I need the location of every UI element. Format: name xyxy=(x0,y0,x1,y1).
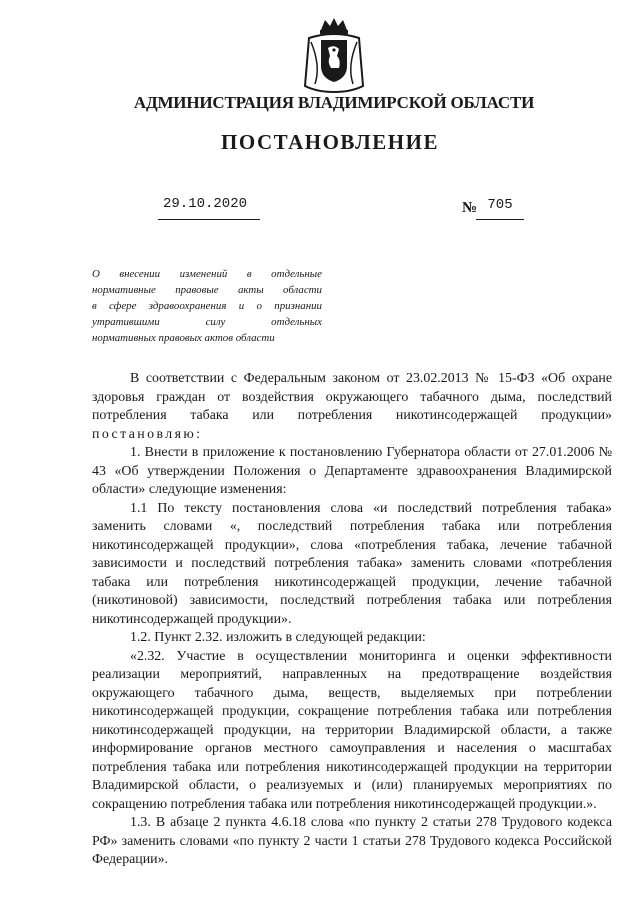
preamble-text: В соответствии с Федеральным законом от 23.02.2013 № 15-ФЗ «Об охране здоровья граждан от воздействия окружающего табачного дыма, последствий потребления табака или потребления никотинсодержащей продукции» xyxy=(92,371,612,423)
document-date: 29.10.2020 xyxy=(163,196,248,212)
coat-of-arms-icon xyxy=(301,16,367,94)
document-body xyxy=(92,370,612,870)
date-underline xyxy=(158,219,260,220)
document-subject xyxy=(92,266,322,346)
body-paragraph: 1.2. Пункт 2.32. изложить в следующей редакции: xyxy=(130,630,426,645)
body-paragraph: 1. Внести в приложение к постановлению Губернатора области от 27.01.2006 № 43 «Об утверждении Положения о Департаменте здравоохранения Владимирской области» следующие изменения: xyxy=(92,445,612,497)
subject-line: нормативные правовые акты области xyxy=(92,284,322,296)
organization-name: АДМИНИСТРАЦИЯ ВЛАДИМИРСКОЙ ОБЛАСТИ xyxy=(133,93,535,112)
subject-line: утратившими силу отдельных xyxy=(92,316,322,328)
document-type: ПОСТАНОВЛЕНИЕ xyxy=(221,130,439,154)
document-number: 705 xyxy=(487,197,513,213)
number-underline xyxy=(476,219,524,220)
number-sign: № xyxy=(462,200,478,216)
subject-line: в сфере здравоохранения и о признании xyxy=(92,300,322,312)
subject-line: нормативных правовых актов области xyxy=(92,332,275,344)
body-paragraph: «2.32. Участие в осуществлении мониторинга и оценки эффективности реализации мероприятий, направленных на предотвращение воздействия окружающего табачного дыма, веществ, выделяемых при потреблении никотинсодержащей продукции, сокращение потребления табака или потребления никотинсодержащей продукции, на территории Владимирской области, а также информирование органов местного самоуправления и населения о масштабах потребления табака или потребления никотинсодержащей продукции на территории Владимирской области, о реализуемых и (или) планируемых мероприятиях по сокращению потребления табака или потребления никотинсодержащей продукции.». xyxy=(92,648,612,812)
preamble-paragraph xyxy=(92,370,612,444)
subject-line: О внесении изменений в отдельные xyxy=(92,268,322,280)
body-paragraph: 1.1 По тексту постановления слова «и последствий потребления табака» заменить словами «, последствий потребления табака или потребления никотинсодержащей продукции», слова «потребления табака, лечение табачной зависимости и последствий потребления табака» заменить словами «потребления табака или потребления никотинсодержащей продукции, лечение табачной (никотиновой) зависимости, последствий потребления табака или потребления никотинсодержащей продукции». xyxy=(92,500,612,627)
preamble-verb: постановляю: xyxy=(92,426,203,442)
body-paragraph: 1.3. В абзаце 2 пункта 4.6.18 слова «по пункту 2 статьи 278 Трудового кодекса РФ» заменить словами «по пункту 2 части 1 статьи 278 Трудового кодекса Российской Федерации». xyxy=(92,815,612,867)
